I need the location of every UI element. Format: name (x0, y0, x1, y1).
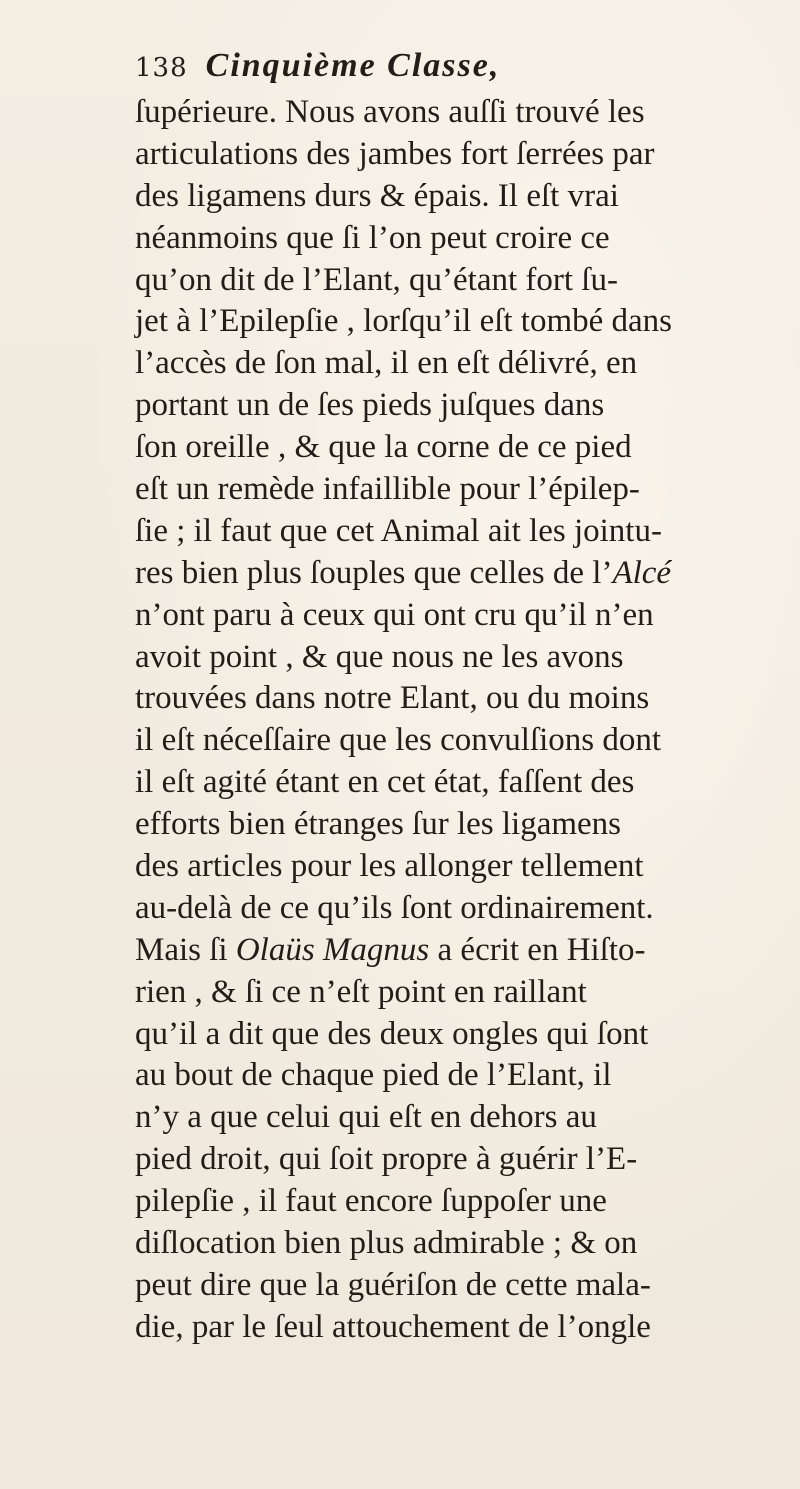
text-line (135, 218, 785, 260)
text-line (135, 804, 785, 846)
line-text: des articles pour les allonger tellement (135, 848, 644, 885)
line-text: il eſt néceſſaire que les convulſions dont (135, 722, 662, 759)
line-text: efforts bien étranges ſur les ligamens (135, 806, 621, 843)
text-line (135, 427, 785, 469)
italic-name: Alcé (612, 554, 672, 591)
line-text: eſt un remède infaillible pour l’épilep- (135, 471, 640, 508)
text-line (135, 260, 785, 302)
text-line (135, 637, 785, 679)
text-line (135, 553, 785, 595)
text-line (135, 134, 785, 176)
line-text: ſon oreille , & que la corne de ce pied (135, 429, 632, 466)
text-line (135, 1181, 785, 1223)
line-text: pilepſie , il faut encore ſuppoſer une (135, 1183, 607, 1220)
text-line (135, 343, 785, 385)
line-text: ſie ; il faut que cet Animal ait les jointu- (135, 512, 662, 549)
text-line (135, 1139, 785, 1181)
line-text: trouvées dans notre Elant, ou du moins (135, 680, 650, 717)
running-head (135, 40, 775, 92)
text-line (135, 888, 785, 930)
line-text: die, par le ſeul attouchement de l’ongle (135, 1308, 651, 1345)
line-text: articulations des jambes fort ſerrées par (135, 135, 655, 172)
line-text: diſlocation bien plus admirable ; & on (135, 1225, 638, 1262)
text-line (135, 511, 785, 553)
text-line (135, 1223, 785, 1265)
italic-name: Olaüs Magnus (235, 931, 430, 968)
text-line (135, 595, 785, 637)
page-number: 138 (135, 53, 188, 83)
line-text: a écrit en Hiſto- (429, 931, 646, 968)
text-line (135, 469, 785, 511)
line-text: des ligamens durs & épais. Il eſt vrai (135, 177, 619, 214)
text-line (135, 385, 785, 427)
line-text: au bout de chaque pied de l’Elant, il (135, 1057, 612, 1094)
text-line (135, 720, 785, 762)
line-text: n’y a que celui qui eſt en dehors au (135, 1099, 597, 1136)
line-text: jet à l’Epilepſie , lorſqu’il eſt tombé dans (135, 303, 673, 340)
running-title: Cinquième Classe, (205, 47, 501, 84)
text-line (135, 1055, 785, 1097)
line-text: il eſt agité étant en cet état, faſſent des (135, 764, 635, 801)
line-text: néanmoins que ſi l’on peut croire ce (135, 219, 610, 256)
line-text: l’accès de ſon mal, il en eſt délivré, en (135, 345, 638, 382)
line-text: au-delà de ce qu’ils ſont ordinairement. (135, 889, 654, 926)
line-text: Mais ſi (135, 931, 236, 968)
line-text: res bien plus ſouples que celles de l’ (135, 554, 613, 591)
text-line (135, 1307, 785, 1349)
text-line (135, 762, 785, 804)
line-text: peut dire que la guériſon de cette mala- (135, 1266, 651, 1303)
text-line (135, 1265, 785, 1307)
text-line (135, 972, 785, 1014)
line-text: qu’on dit de l’Elant, qu’étant fort ſu- (135, 261, 618, 298)
text-line (135, 176, 785, 218)
line-text: n’ont paru à ceux qui ont cru qu’il n’en (135, 596, 654, 633)
line-text: rien , & ſi ce n’eſt point en raillant (135, 973, 587, 1010)
line-text: ſupérieure. Nous avons auſſi trouvé les (135, 94, 645, 130)
line-text: portant un de ſes pieds juſques dans (135, 387, 605, 424)
line-text: qu’il a dit que des deux ongles qui ſont (135, 1015, 649, 1052)
text-line (135, 301, 785, 343)
text-line (135, 678, 785, 720)
text-line (135, 92, 785, 134)
line-text: pied droit, qui ſoit propre à guérir l’E- (135, 1141, 638, 1178)
text-line (135, 930, 785, 972)
body-text (135, 92, 785, 1349)
text-line (135, 1014, 785, 1056)
line-text: avoit point , & que nous ne les avons (135, 638, 624, 675)
text-line (135, 1097, 785, 1139)
text-line (135, 846, 785, 888)
